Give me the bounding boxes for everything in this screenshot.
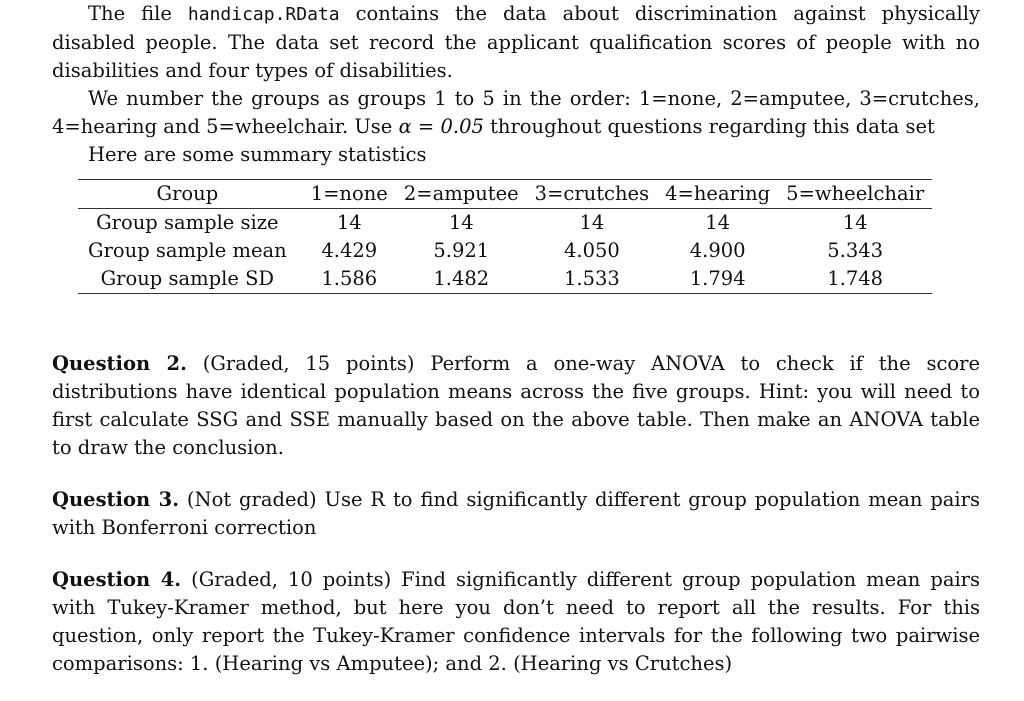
table-cell: 5.343 [827, 239, 884, 262]
table-cell: 4.900 [689, 239, 746, 262]
question-3-label: Question 3. [52, 488, 179, 511]
intro-paragraph-3: Here are some summary statistics [88, 143, 427, 166]
table-cell: 4.050 [563, 239, 620, 262]
question-3 [52, 486, 980, 542]
intro-paragraph-1 [52, 0, 980, 85]
table-cell: 1.482 [396, 265, 527, 294]
table-row [78, 265, 932, 294]
table-cell: 5.921 [433, 239, 490, 262]
table-header-crutches: 3=crutches [527, 180, 657, 209]
table-header-amputee: 2=amputee [396, 180, 527, 209]
question-2-label: Question 2. [52, 352, 187, 375]
alpha-expression: α = 0.05 [398, 115, 484, 138]
intro-p1-suffix: contains the data about discrimination against physically disabled people. The data set record the applicant qualification scores of people with no disabilities and four types of disabilities. [52, 2, 981, 82]
row-label-sample-size: Group sample size [96, 211, 279, 234]
table-row [78, 237, 932, 265]
intro-p2-prefix: We number the groups as groups 1 to 5 in the order: 1=none, 2=amputee, 3=crutches, 4=hearing and 5=wheelchair. Use [52, 87, 980, 138]
table-header-wheelchair: 5=wheelchair [778, 180, 932, 209]
document-page [52, 0, 980, 678]
table-cell: 14 [448, 211, 474, 234]
question-3-text: (Not graded) Use R to find significantly different group population mean pairs with Bonferroni correction [52, 488, 980, 539]
intro-section [52, 0, 980, 169]
row-label-sample-sd: Group sample SD [78, 265, 303, 294]
question-2-text: (Graded, 15 points) Perform a one-way ANOVA to check if the score distributions have identical population means across the five groups. Hint: you will need to first calculate SSG and SSE manually based on the above table. Then make an ANOVA table to draw the conclusion. [52, 352, 981, 459]
question-4 [52, 566, 980, 678]
table-cell: 1.794 [657, 265, 778, 294]
table-cell: 14 [579, 211, 605, 234]
table-cell: 1.748 [778, 265, 932, 294]
table-cell: 1.586 [303, 265, 396, 294]
table-cell: 14 [842, 211, 868, 234]
table-row [78, 209, 932, 238]
table-cell: 14 [336, 211, 362, 234]
table-header-hearing: 4=hearing [657, 180, 778, 209]
question-2 [52, 350, 980, 462]
intro-p2-suffix: throughout questions regarding this data set [490, 115, 935, 138]
row-label-sample-mean: Group sample mean [88, 239, 287, 262]
question-4-label: Question 4. [52, 568, 182, 591]
question-4-text: (Graded, 10 points) Find significantly different group population mean pairs with Tukey-Kramer method, but here you don’t need to report all the results. For this question, only report the Tukey-Kramer confidence intervals for the following two pairwise comparisons: 1. (Hearing vs Amputee); and 2. (Hearing vs Crutches) [52, 568, 981, 675]
table-cell: 1.533 [527, 265, 657, 294]
table-cell: 14 [705, 211, 731, 234]
intro-paragraph-2 [52, 85, 980, 141]
table-header-none: 1=none [303, 180, 396, 209]
table-header-group: Group [78, 180, 303, 209]
intro-filename: handicap.RData [187, 4, 340, 25]
table-header-row [78, 180, 932, 209]
intro-p1-prefix: The file [88, 2, 172, 25]
summary-statistics-table [78, 179, 932, 294]
table-cell: 4.429 [321, 239, 378, 262]
